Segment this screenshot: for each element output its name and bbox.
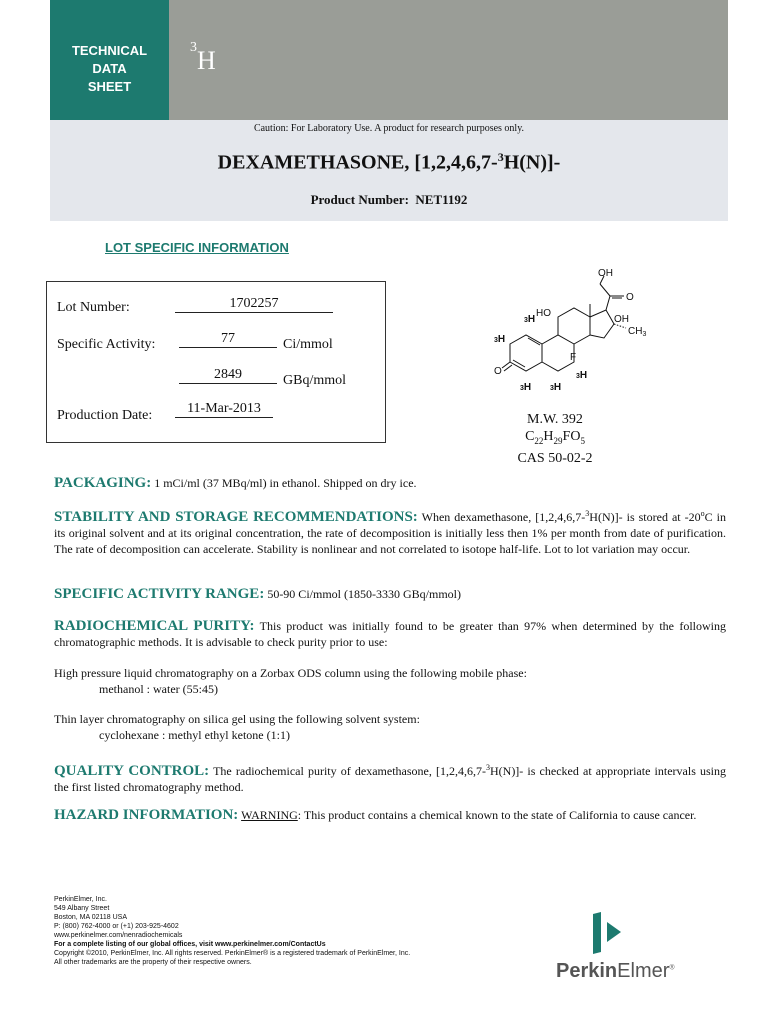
stability-section xyxy=(54,506,726,557)
qc-text-2: H(N)]- is checked at appropriate intervals using the first listed chromatography method. xyxy=(54,764,726,794)
logo-reg: ® xyxy=(669,964,675,972)
specific-activity-ci: 77 xyxy=(179,331,277,348)
stability-text-1: When dexamethasone, [1,2,4,6,7- xyxy=(421,510,586,524)
title-prefix: DEXAMETHASONE, [1,2,4,6,7- xyxy=(217,151,498,174)
tds-line-3: SHEET xyxy=(87,79,132,94)
footer-copyright: Copyright ©2010, PerkinElmer, Inc. All rights reserved. PerkinElmer® is a registered trademark of PerkinElmer, Inc. xyxy=(54,950,411,957)
radio-heading: RADIOCHEMICAL PURITY: xyxy=(54,618,255,634)
quality-control-section xyxy=(54,760,726,795)
label-3h-b xyxy=(494,334,505,345)
title-sup: 3 xyxy=(497,150,504,164)
isotope-mass: 3 xyxy=(190,40,197,55)
qc-heading: QUALITY CONTROL: xyxy=(54,763,210,779)
title-suffix: H(N)]- xyxy=(503,151,561,174)
logo-part2: Elmer xyxy=(617,960,670,982)
packaging-text: 1 mCi/ml (37 MBq/ml) in ethanol. Shipped on dry ice. xyxy=(154,476,417,490)
label-o-left: O xyxy=(494,366,502,377)
isotope-symbol: H xyxy=(197,46,216,75)
production-date-value: 11-Mar-2013 xyxy=(175,401,273,418)
formula-c-sub: 22 xyxy=(534,435,544,446)
molecular-weight: M.W. 392 xyxy=(527,412,583,427)
production-date-label: Production Date: xyxy=(57,408,153,423)
footer-line-street: 549 Albany Street xyxy=(54,905,110,912)
technical-data-sheet-badge xyxy=(50,0,169,120)
label-ho: HO xyxy=(536,308,551,319)
label-3h-a xyxy=(524,314,535,325)
packaging-heading: PACKAGING: xyxy=(54,475,152,491)
footer-line-web[interactable]: www.perkinelmer.com/nenradiochemicals xyxy=(54,932,183,939)
footer-trademarks: All other trademarks are the property of their respective owners. xyxy=(54,959,252,966)
h3-e-symbol: H xyxy=(579,370,588,381)
lot-number-value: 1702257 xyxy=(175,296,333,313)
label-o-ketone: O xyxy=(626,292,634,303)
specific-activity-gbq: 2849 xyxy=(179,367,277,384)
hazard-warning: WARNING xyxy=(241,808,298,822)
label-oh-right: OH xyxy=(614,314,629,325)
hazard-section xyxy=(54,807,726,823)
h3-a-symbol: H xyxy=(527,314,536,325)
product-number-line xyxy=(50,192,728,208)
lot-info-heading: LOT SPECIFIC INFORMATION xyxy=(105,240,289,255)
tlc-method xyxy=(54,711,726,743)
product-number: NET1192 xyxy=(415,192,468,207)
logo-part1: Perkin xyxy=(556,960,618,982)
h3-c-symbol: H xyxy=(523,382,532,393)
product-title xyxy=(50,150,728,175)
hplc-phase: methanol : water (55:45) xyxy=(99,682,218,696)
formula-rest: FO xyxy=(562,429,581,444)
hplc-method xyxy=(54,665,726,697)
label-f: F xyxy=(570,352,577,363)
stability-text-2: H(N)]- is stored at -20 xyxy=(589,510,701,524)
formula-c: C xyxy=(525,429,535,444)
h3-b-symbol: H xyxy=(497,334,506,345)
footer-address xyxy=(54,895,410,967)
label-ch3-sub: 3 xyxy=(642,331,647,338)
isotope-label xyxy=(190,40,216,76)
cas-number: CAS 50-02-2 xyxy=(517,450,593,466)
packaging-section xyxy=(54,475,726,491)
label-3h-c xyxy=(520,382,531,393)
h3-b-mass: 3 xyxy=(494,337,498,344)
label-3h-d xyxy=(550,382,561,393)
footer-contact-line[interactable]: For a complete listing of our global offices, visit www.perkinelmer.com/ContactUs xyxy=(54,941,326,948)
molecular-formula xyxy=(500,428,610,450)
specific-activity-range-section xyxy=(54,586,726,602)
footer-line-phone: P: (800) 762-4000 or (+1) 203-925-4602 xyxy=(54,923,179,930)
stability-text-3: C in its original solvent and at its original concentration, the rate of decomposition is initially less then 1% per month from date of purification. The rate of decomposition can accelerate. Stability is nonlinear and not correlated to isotope half-life. Lot to lot variation may occur. xyxy=(54,510,727,556)
qc-text-1: The radiochemical purity of dexamethasone, [1,2,4,6,7- xyxy=(213,764,486,778)
sa-range-heading: SPECIFIC ACTIVITY RANGE: xyxy=(54,586,265,602)
dexamethasone-structure xyxy=(488,262,668,412)
stability-heading: STABILITY AND STORAGE RECOMMENDATIONS: xyxy=(54,509,418,525)
stability-deg: o xyxy=(700,509,705,518)
formula-h: H xyxy=(543,429,554,444)
stability-sup: 3 xyxy=(585,509,590,518)
hazard-heading: HAZARD INFORMATION: xyxy=(54,807,239,823)
radio-text: This product was initially found to be greater than 97% when determined by the following chromatographic methods. It is advisable to check purity prior to use: xyxy=(54,619,726,649)
sa-range-text: 50-90 Ci/mmol (1850-3330 GBq/mmol) xyxy=(267,587,461,601)
hazard-text: : This product contains a chemical known to the state of California to cause cancer. xyxy=(297,808,697,822)
label-oh-top: OH xyxy=(598,268,613,279)
title-band xyxy=(50,120,728,221)
label-3h-e xyxy=(576,370,587,381)
product-number-label: Product Number: xyxy=(310,192,409,207)
radiochemical-purity-section xyxy=(54,618,726,650)
formula-o-sub: 5 xyxy=(580,435,585,446)
hplc-text: High pressure liquid chromatography on a Zorbax ODS column using the following mobile phase: xyxy=(54,666,527,680)
caution-text: Caution: For Laboratory Use. A product for research purposes only. xyxy=(253,123,525,134)
ci-unit: Ci/mmol xyxy=(283,337,333,352)
h3-d-symbol: H xyxy=(553,382,562,393)
gbq-unit: GBq/mmol xyxy=(283,373,347,388)
h3-c-mass: 3 xyxy=(520,385,524,392)
specific-activity-label: Specific Activity: xyxy=(57,337,156,352)
h3-d-mass: 3 xyxy=(550,385,554,392)
tds-line-2: DATA xyxy=(92,61,127,76)
lot-number-label: Lot Number: xyxy=(57,300,130,315)
label-ch3-main: CH xyxy=(628,326,643,337)
footer-line-company: PerkinElmer, Inc. xyxy=(54,896,107,903)
label-ch3 xyxy=(628,326,646,338)
h3-a-mass: 3 xyxy=(524,317,528,324)
tlc-phase: cyclohexane : methyl ethyl ketone (1:1) xyxy=(99,728,290,742)
footer-line-city: Boston, MA 02118 USA xyxy=(54,914,128,921)
tlc-text: Thin layer chromatography on silica gel using the following solvent system: xyxy=(54,712,420,726)
h3-e-mass: 3 xyxy=(576,373,580,380)
molecule-info xyxy=(500,411,610,467)
formula-h-sub: 29 xyxy=(553,435,563,446)
qc-sup: 3 xyxy=(485,763,490,772)
perkinelmer-logo-text xyxy=(556,960,675,983)
tds-line-1: TECHNICAL xyxy=(71,43,148,58)
lot-info-box xyxy=(46,281,386,443)
